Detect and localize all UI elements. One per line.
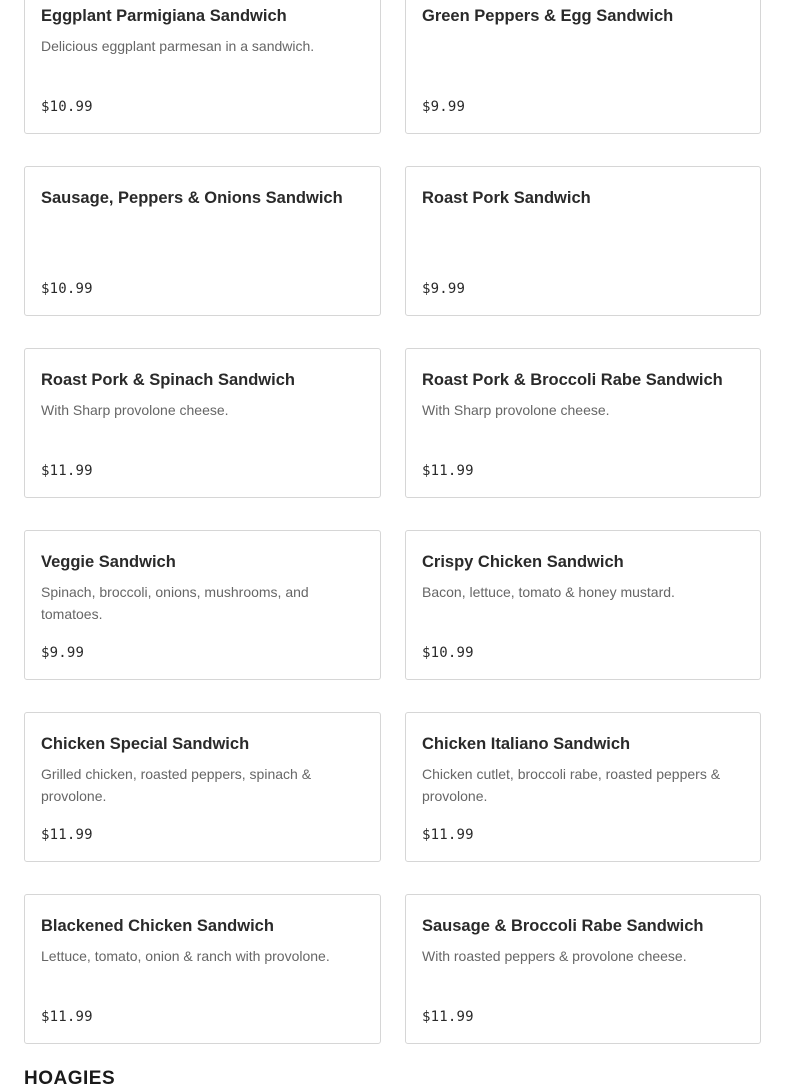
menu-item-price: $11.99 (422, 827, 474, 843)
menu-item-card[interactable] (405, 712, 761, 862)
menu-item-name: Eggplant Parmigiana Sandwich (41, 7, 287, 25)
menu-item-name: Chicken Special Sandwich (41, 735, 250, 753)
menu-item-description: With roasted peppers & provolone cheese. (422, 948, 687, 964)
menu-item-grid (24, 0, 761, 1044)
menu-item-name: Chicken Italiano Sandwich (422, 735, 631, 753)
menu-item-card[interactable] (24, 530, 381, 680)
menu-item-description: Spinach, broccoli, onions, mushrooms, and tomatoes. (41, 584, 309, 622)
menu-item-card[interactable] (405, 894, 761, 1044)
menu-item-card[interactable] (405, 348, 761, 498)
menu-item-price: $10.99 (41, 99, 93, 115)
menu-item-price: $11.99 (41, 827, 93, 843)
menu-item-description: With Sharp provolone cheese. (422, 402, 610, 418)
menu-item-description: Bacon, lettuce, tomato & honey mustard. (422, 584, 675, 600)
menu-item-name: Blackened Chicken Sandwich (41, 917, 274, 935)
menu-item-card[interactable] (24, 348, 381, 498)
menu-item-card[interactable] (24, 0, 381, 134)
menu-item-price: $10.99 (422, 645, 474, 661)
menu-item-card[interactable] (405, 166, 761, 316)
menu-item-card[interactable] (24, 166, 381, 316)
section-heading-hoagies: HOAGIES (24, 1068, 116, 1089)
menu-item-price: $9.99 (422, 99, 466, 115)
menu-item-price: $11.99 (41, 1009, 93, 1025)
menu-item-name: Green Peppers & Egg Sandwich (422, 7, 674, 25)
menu-item-description: Delicious eggplant parmesan in a sandwich. (41, 38, 315, 54)
menu-item-price: $10.99 (41, 281, 93, 297)
menu-item-card[interactable] (405, 530, 761, 680)
menu-item-card[interactable] (405, 0, 761, 134)
menu-item-price: $11.99 (41, 463, 93, 479)
menu-item-name: Crispy Chicken Sandwich (422, 553, 624, 571)
menu-item-price: $9.99 (422, 281, 466, 297)
menu-item-name: Roast Pork & Broccoli Rabe Sandwich (422, 371, 723, 389)
menu-item-card[interactable] (24, 894, 381, 1044)
menu-item-price: $9.99 (41, 645, 85, 661)
menu-item-name: Sausage, Peppers & Onions Sandwich (41, 189, 343, 207)
menu-item-price: $11.99 (422, 1009, 474, 1025)
menu-item-name: Roast Pork & Spinach Sandwich (41, 371, 295, 389)
menu-item-price: $11.99 (422, 463, 474, 479)
menu-item-name: Veggie Sandwich (41, 553, 176, 571)
menu-item-name: Sausage & Broccoli Rabe Sandwich (422, 917, 704, 935)
menu-item-description: With Sharp provolone cheese. (41, 402, 229, 418)
menu-item-description: Chicken cutlet, broccoli rabe, roasted peppers & provolone. (422, 766, 721, 804)
menu-item-card[interactable] (24, 712, 381, 862)
menu-item-name: Roast Pork Sandwich (422, 189, 591, 207)
menu-item-description: Grilled chicken, roasted peppers, spinach & provolone. (41, 766, 312, 804)
menu-item-description: Lettuce, tomato, onion & ranch with provolone. (41, 948, 330, 964)
